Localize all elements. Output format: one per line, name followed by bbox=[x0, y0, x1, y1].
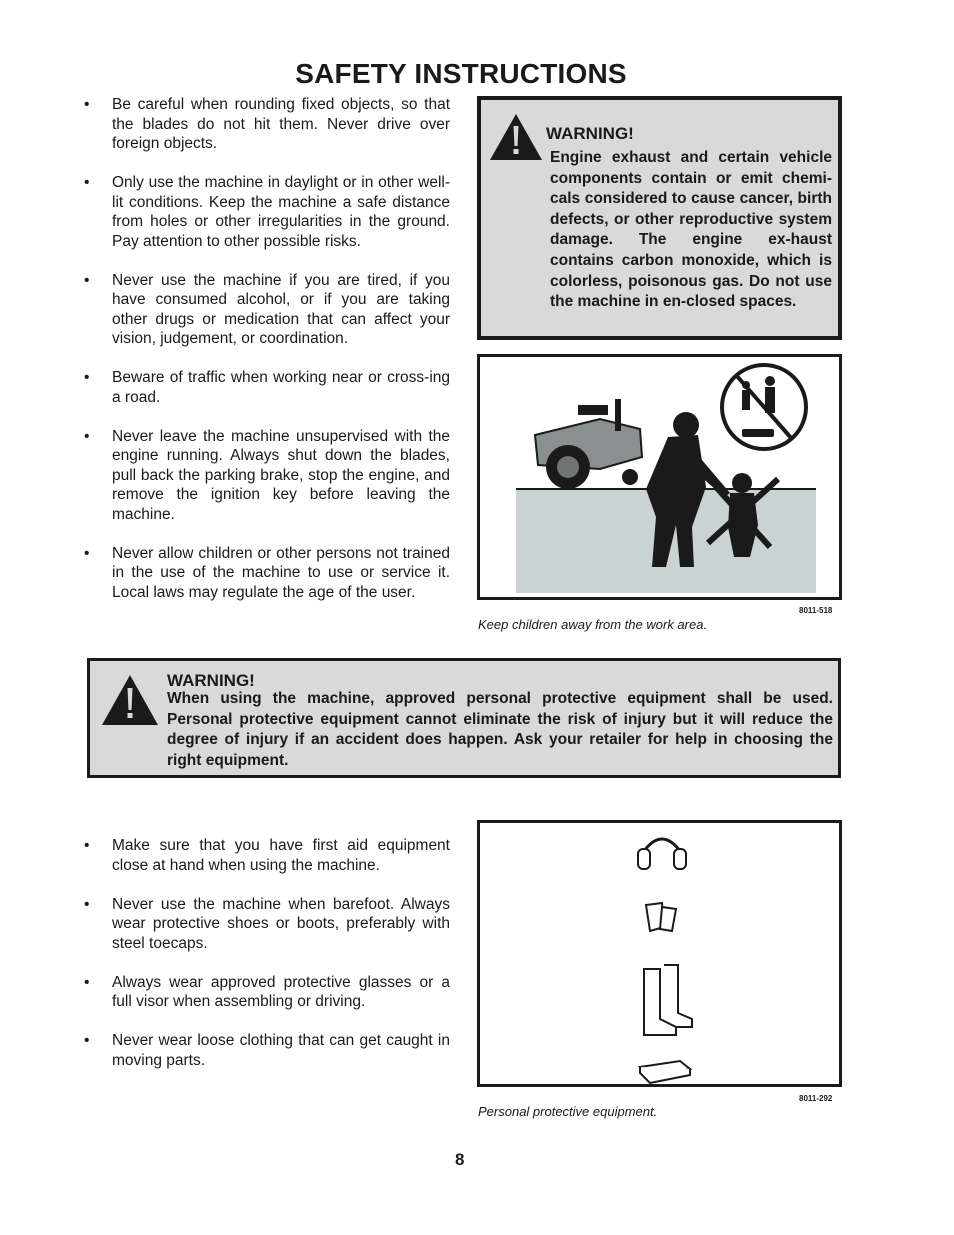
list-item bbox=[84, 544, 450, 603]
page-title: SAFETY INSTRUCTIONS bbox=[295, 58, 627, 89]
bullet-text: • Never wear loose clothing that can get caught in moving parts. bbox=[112, 1032, 450, 1069]
warning-heading: WARNING! bbox=[167, 671, 255, 690]
safety-bullet-list-bottom bbox=[84, 836, 450, 1090]
list-item bbox=[84, 173, 450, 251]
list-item bbox=[84, 836, 450, 875]
bullet-text: • Be careful when rounding fixed objects, so that the blades do not hit them. Never drive over foreign objects. bbox=[112, 96, 450, 152]
bullet-text: • Never use the machine when barefoot. Always wear protective shoes or boots, preferably with steel toecaps. bbox=[112, 895, 450, 952]
bullet-text: • Beware of traffic when working near or cross-ing a road. bbox=[112, 369, 450, 406]
safety-bullet-list-top bbox=[84, 95, 450, 622]
list-item bbox=[84, 368, 450, 407]
bullet-text: • Only use the machine in daylight or in other well-lit conditions. Keep the machine a safe distance from holes or other irregularities in the ground. Pay attention to other possible risks. bbox=[112, 174, 450, 250]
list-item bbox=[84, 95, 450, 154]
boots-icon bbox=[644, 965, 692, 1035]
list-item bbox=[84, 1031, 450, 1070]
warning-body: Engine exhaust and certain vehicle components contain or emit chemi-cals considered to cause cancer, birth defects, or other reproductive system damage. The engine ex-haust contains carbon monoxide, which is colorless, poisonous gas. Do not use the machine in en-closed spaces. bbox=[550, 149, 832, 311]
figure-code: 8011-518 bbox=[799, 606, 833, 615]
list-item bbox=[84, 973, 450, 1012]
list-item bbox=[84, 895, 450, 954]
no-persons-sign bbox=[722, 365, 806, 449]
page-number: 8 bbox=[455, 1150, 465, 1169]
bullet-text: • Never leave the machine unsupervised with the engine running. Always shut down the blades, pull back the parking brake, stop the engine, and remove the ignition key before leaving the machine. bbox=[112, 427, 450, 523]
bullet-text: • Make sure that you have first aid equipment close at hand when using the machine. bbox=[112, 837, 450, 874]
bullet-text: • Never allow children or other persons not trained in the use of the machine to use or service it. Local laws may regulate the age of the user. bbox=[112, 544, 450, 601]
warning-body: When using the machine, approved personal protective equipment shall be used. Personal protective equipment cannot eliminate the risk of injury but it will reduce the degree of injury if an accident does happen. Ask your retailer for help in choosing the right equipment. bbox=[167, 690, 833, 769]
ppe-illustration bbox=[480, 823, 839, 1084]
figure-keep-children-away bbox=[477, 354, 842, 600]
figure-code: 8011-292 bbox=[799, 1094, 833, 1103]
figure-caption: Personal protective equipment. bbox=[478, 1104, 658, 1119]
figure-protective-equipment bbox=[477, 820, 842, 1087]
warning-box-exhaust bbox=[477, 96, 842, 340]
bullet-text: • Never use the machine if you are tired, if you have consumed alcohol, or if you are taking other drugs or medication that can affect your vision, judgement, or coordination. bbox=[112, 271, 450, 347]
list-item bbox=[84, 427, 450, 525]
bullet-text: • Always wear approved protective glasses or a full visor when assembling or driving. bbox=[112, 973, 450, 1010]
children-warning-illustration bbox=[480, 357, 839, 597]
warning-triangle-icon bbox=[100, 673, 160, 727]
first-aid-kit-icon bbox=[640, 1061, 690, 1083]
warning-triangle-icon bbox=[488, 112, 544, 162]
gloves-icon bbox=[646, 903, 676, 931]
list-item bbox=[84, 271, 450, 349]
ear-protection-icon bbox=[638, 839, 686, 869]
warning-box-ppe bbox=[87, 658, 841, 778]
warning-heading: WARNING! bbox=[546, 124, 634, 143]
mower-illustration bbox=[535, 399, 642, 489]
figure-caption: Keep children away from the work area. bbox=[478, 617, 708, 632]
